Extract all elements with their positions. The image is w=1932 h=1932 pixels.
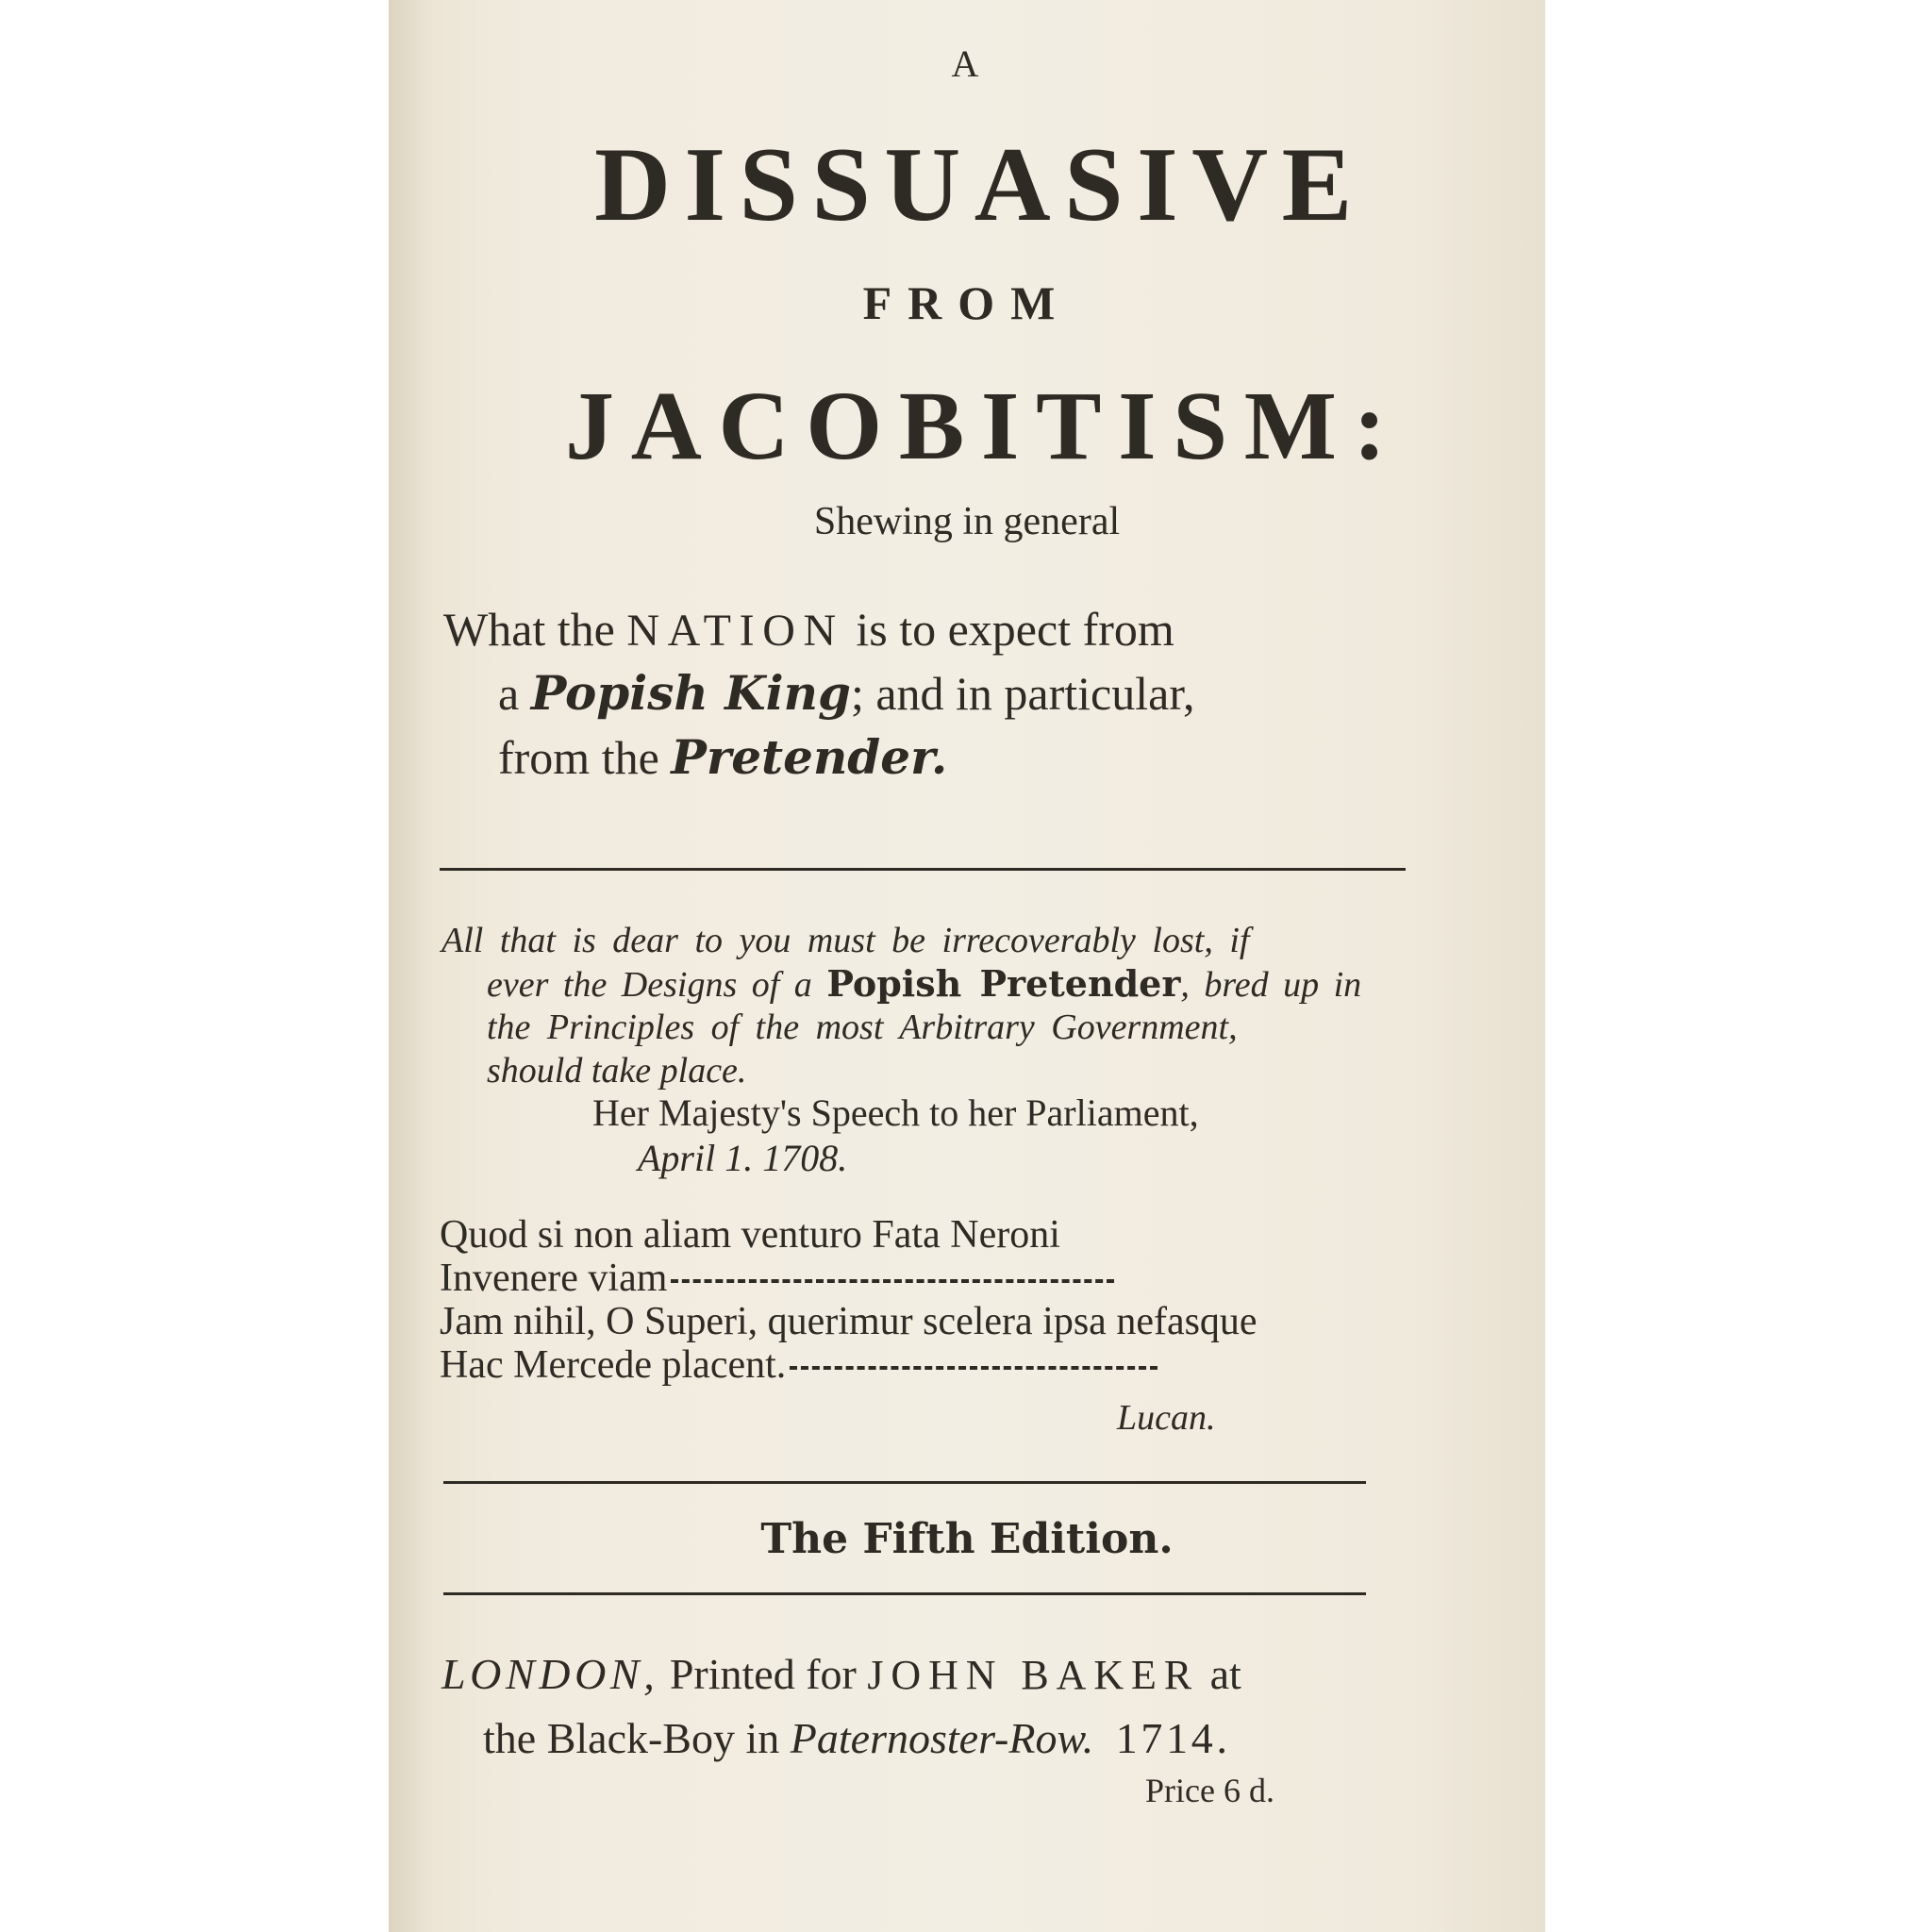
epigraph-line-4: should take place. bbox=[487, 1051, 747, 1091]
imprint-line-2 bbox=[483, 1714, 1231, 1762]
imprint-publisher: JOHN BAKER bbox=[867, 1652, 1200, 1698]
latin-line-1: Quod si non aliam venturo Fata Neroni bbox=[440, 1213, 1060, 1257]
imprint-line-1 bbox=[441, 1650, 1241, 1698]
subtitle-line-1 bbox=[443, 603, 1174, 656]
epigraph-line-2 bbox=[487, 962, 1362, 1005]
divider-rule bbox=[443, 1481, 1366, 1484]
title-page bbox=[389, 0, 1545, 1932]
title-line-from: FROM bbox=[862, 276, 1072, 329]
blackletter-popish-pretender: Popish Pretender bbox=[826, 962, 1181, 1005]
subtitle-text: from the bbox=[498, 731, 659, 784]
subtitle-text: What the bbox=[443, 603, 615, 656]
latin-text: Invenere viam bbox=[440, 1257, 668, 1300]
title-line-dissuasive: DISSUASIVE bbox=[594, 126, 1366, 243]
subtitle: Shewing in general bbox=[813, 500, 1121, 543]
blackletter-popish-king: Popish King bbox=[530, 665, 851, 721]
imprint-city: LONDON, bbox=[441, 1650, 659, 1698]
epigraph-text: , bred up in bbox=[1180, 965, 1362, 1005]
ornamental-dash bbox=[671, 1279, 1114, 1283]
imprint-text: the Black-Boy in bbox=[483, 1714, 780, 1762]
epigraph-date: April 1. 1708. bbox=[638, 1137, 848, 1179]
latin-text: Hac Mercede placent. bbox=[440, 1343, 787, 1387]
subtitle-text: ; and in particular, bbox=[850, 667, 1195, 720]
epigraph-text: ever the Designs of a bbox=[487, 965, 812, 1005]
price: Price 6 d. bbox=[1145, 1772, 1274, 1809]
title-line-jacobitism: JACOBITISM: bbox=[565, 372, 1403, 480]
divider-rule bbox=[443, 1592, 1366, 1595]
blackletter-pretender: Pretender. bbox=[671, 729, 948, 785]
divider-rule bbox=[440, 868, 1406, 871]
epigraph-attribution: Her Majesty's Speech to her Parliament, bbox=[592, 1091, 1199, 1134]
imprint-street: Paternoster-Row. bbox=[790, 1714, 1094, 1762]
imprint-text: at bbox=[1209, 1650, 1241, 1698]
epigraph-line-3: the Principles of the most Arbitrary Government, bbox=[487, 1008, 1238, 1047]
subtitle-nation: NATION bbox=[626, 606, 844, 656]
latin-attribution: Lucan. bbox=[1117, 1398, 1216, 1438]
title-article: A bbox=[951, 42, 983, 85]
imprint-text: Printed for bbox=[669, 1650, 857, 1698]
ornamental-dash bbox=[790, 1366, 1158, 1370]
edition-statement: The Fifth Edition. bbox=[760, 1515, 1174, 1563]
subtitle-line-2 bbox=[498, 665, 1195, 721]
subtitle-text: a bbox=[498, 667, 520, 720]
subtitle-text: is to expect from bbox=[856, 603, 1174, 656]
latin-line-3: Jam nihil, O Superi, querimur scelera ipsa nefasque bbox=[440, 1300, 1257, 1343]
imprint-year: 1714. bbox=[1115, 1714, 1231, 1762]
latin-line-4 bbox=[440, 1345, 1158, 1385]
epigraph-line-1: All that is dear to you must be irrecoverably lost, if bbox=[441, 921, 1250, 960]
subtitle-line-3 bbox=[498, 729, 948, 785]
latin-line-2 bbox=[440, 1258, 1114, 1298]
